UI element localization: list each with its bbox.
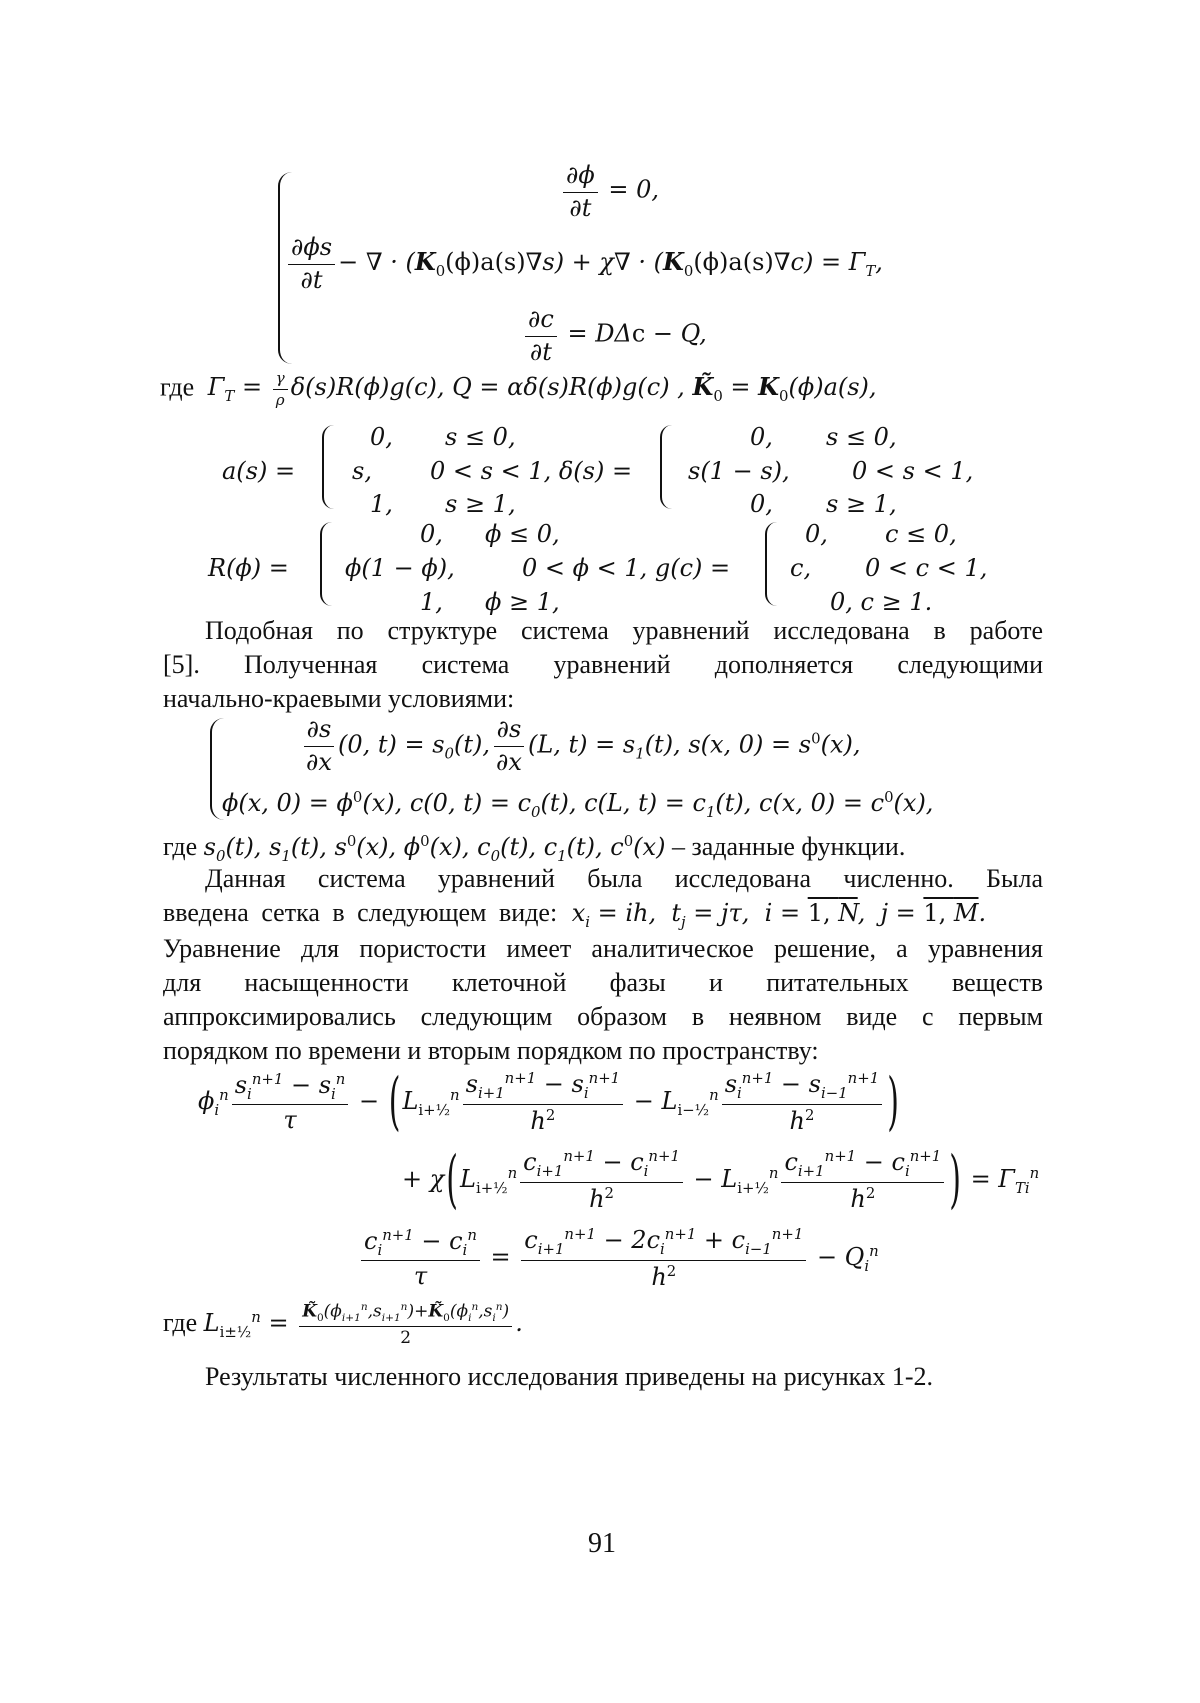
gamma-definition: где $\Gamma_T$ = $\frac{\gamma}{\rho}$ δ(s)R(ϕ)g(c), Q = αδ(s)R(ϕ)g(c) , $K̃_0 = K_0(\phi)a(s)$, <box>160 369 877 410</box>
scheme-saturation-line-2: + $\chi(L_{i+\frac{1}{2}}^n$ $\frac{c_{i+1}^{n+1} - c_i^{n+1}}{h^2}$ − $L_{i+\frac{1}{2}}^n$ $\frac{c_{i+1}^{n+1} - c_i^{n+1}}{h^2}$ ) = $\Gamma_{Ti}^n$ <box>402 1143 1040 1218</box>
page-number: 91 <box>588 1528 616 1559</box>
paragraph-2-line-4: для насыщенности клеточной фазы и питательных веществ <box>163 968 1043 997</box>
scheme-nutrients: $\frac{c_i^{n+1} - c_i^n}{\tau}$ = $\frac{c_{i+1}^{n+1} - 2c_i^{n+1} + c_{i-1}^{n+1}}{h^2}$ − $Q_i^n$ <box>358 1226 879 1291</box>
l-definition: где $L_{i\pm\frac{1}{2}}^n$ = $\frac{K̃_0(\phi_{i+1}^n,s_{i+1}^n)+K̃_0(\phi_i^n,s_i^n)}{2}$ . <box>163 1301 523 1349</box>
paragraph-2-line-2: введена сетка в следующем виде: $x_i$ = ih, $t_j = j\tau$, i = 1, N, j = 1, M. <box>163 898 987 931</box>
a-of-s-brace <box>322 425 334 509</box>
a-of-s-label: a(s) = <box>222 457 296 485</box>
paragraph-1-line-2: [5]. Полученная система уравнений дополняется следующими <box>163 650 1043 679</box>
paragraph-2-line-3: Уравнение для пористости имеет аналитическое решение, а уравнения <box>163 934 1043 963</box>
delta-of-s-brace <box>660 425 672 509</box>
paragraph-2-line-6: порядком по времени и вторым порядком по пространству: <box>163 1036 819 1065</box>
r-of-phi-label: R(ϕ) = <box>208 554 289 582</box>
document-page: $\frac{\partial\phi}{\partial t}$ = 0, $\frac{\partial\phi s}{\partial t}$ − ∇ · $(K_0(\phi)a(s)\nabla s) + \chi\nabla \cdot (K_0(\phi)a(s)\nabla c) = \Gamma_T$, $\frac{\partial c}{\partial t}$ = DΔc − Q, где $\Gamma_T$ = $\frac{\gamma}{\rho}$ δ(s)R(ϕ)g(c), Q = αδ(s)R(ϕ)g(c) , $K̃_0 = K_0(\phi)a(s)$, a(s) = 0, s ≤ 0, s, 0 < s < 1, δ(s) = 1, s ≥ 1, 0, s ≤ 0, s(1 − s), 0 < s < 1, 0, s ≥ 1, R(ϕ) = 0, ϕ ≤ 0, ϕ(1 − ϕ), 0 < ϕ < 1, g(c) = 1, ϕ ≥ 1, 0, c ≤ 0, c, 0 < c < 1, 0, c ≥ 1. Подобная по структуре система уравнений исследована в работе [5]. Полученная система уравнений дополняется следующими начально-краевыми условиями: $\frac{\partial s}{\partial x}$ (0, $t) = s_0(t)$, $\frac{\partial s}{\partial x}$ (L, $t) = s_1(t)$, s(x, $0) = s^0(x)$, ϕ(x, $0) = \phi^0(x)$, c(0, $t) = c_0(t)$, c(L, $t) = c_1(t)$, c(x, $0) = c^0(x)$, где $s_0(t)$, $s_1(t)$, $s^0(x)$, $\phi^0(x)$, $c_0(t)$, $c_1(t)$, $c^0(x)$ – заданные функции. Данная система уравнений была исследована численно. Была введена сетка в следующем виде: $x_i$ = ih, $t_j = j\tau$, i = 1, N, j = 1, M. Уравнение для пористости имеет аналитическое решение, а уравнения для насыщенности клеточной фазы и питательных веществ аппроксимировались следующим образом в неявном виде с первым порядком по времени и вторым порядком по пространству: $\phi_i^n$ $\frac{s_i^{n+1} - s_i^n}{\tau}$ − ($L_{i+\frac{1}{2}}^n$ $\frac{s_{i+1}^{n+1} - s_i^{n+1}}{h^2}$ − $L_{i-\frac{1}{2}}^n$ $\frac{s_i^{n+1} - s_{i-1}^{n+1}}{h^2}$ ) + $\chi(L_{i+\frac{1}{2}}^n$ $\frac{c_{i+1}^{n+1} - c_i^{n+1}}{h^2}$ − $L_{i+\frac{1}{2}}^n$ $\frac{c_{i+1}^{n+1} - c_i^{n+1}}{h^2}$ ) = $\Gamma_{Ti}^n$ $\frac{c_i^{n+1} - c_i^n}{\tau}$ = $\frac{c_{i+1}^{n+1} - 2c_i^{n+1} + c_{i-1}^{n+1}}{h^2}$ − $Q_i^n$ где $L_{i\pm\frac{1}{2}}^n$ = $\frac{K̃_0(\phi_{i+1}^n,s_{i+1}^n)+K̃_0(\phi_i^n,s_i^n)}{2}$ . Результаты численного исследования приведены на рисунках 1-2. 91 <box>160 161 1043 1559</box>
r-of-phi-brace <box>320 522 332 606</box>
paragraph-1-line-1: Подобная по структуре система уравнений исследована в работе <box>205 616 1043 645</box>
boundary-condition-1: $\frac{\partial s}{\partial x}$ (0, $t) = s_0(t)$, $\frac{\partial s}{\partial x}$ (L, $t) = s_1(t)$, s(x, $0) = s^0(x)$, <box>300 716 860 776</box>
g-of-c-brace <box>765 522 777 606</box>
label-gde-2: где <box>163 832 198 861</box>
label-gde: где <box>160 372 195 402</box>
equation-porosity: $\frac{\partial\phi}{\partial t}$ = 0, <box>560 162 659 222</box>
boundary-condition-2: ϕ(x, $0) = \phi^0(x)$, c(0, $t) = c_0(t)$, c(L, $t) = c_1(t)$, c(x, $0) = c^0(x)$, <box>222 788 934 821</box>
paragraph-2-line-1: Данная система уравнений была исследована численно. Была <box>205 864 1043 893</box>
given-functions-line: где $s_0(t)$, $s_1(t)$, $s^0(x)$, $\phi^0(x)$, $c_0(t)$, $c_1(t)$, $c^0(x)$ – заданные функции. <box>163 832 906 865</box>
paragraph-1-line-3: начально-краевыми условиями: <box>163 684 515 713</box>
paragraph-3: Результаты численного исследования приведены на рисунках 1-2. <box>205 1362 934 1391</box>
scheme-saturation-line-1: $\phi_i^n$ $\frac{s_i^{n+1} - s_i^n}{\tau}$ − ($L_{i+\frac{1}{2}}^n$ $\frac{s_{i+1}^{n+1} - s_i^{n+1}}{h^2}$ − $L_{i-\frac{1}{2}}^n$ $\frac{s_i^{n+1} - s_{i-1}^{n+1}}{h^2}$ ) <box>198 1065 899 1140</box>
label-gde-3: где <box>163 1308 198 1337</box>
equation-nutrients: $\frac{\partial c}{\partial t}$ = DΔc − Q, <box>522 306 707 366</box>
equation-saturation: $\frac{\partial\phi s}{\partial t}$ − ∇ · $(K_0(\phi)a(s)\nabla s) + \chi\nabla \cdot (K_0(\phi)a(s)\nabla c) = \Gamma_T$, <box>285 234 883 294</box>
paragraph-2-line-5: аппроксимировались следующим образом в неявном виде с первым <box>163 1002 1043 1031</box>
given-functions-suffix: – заданные функции. <box>665 832 906 861</box>
